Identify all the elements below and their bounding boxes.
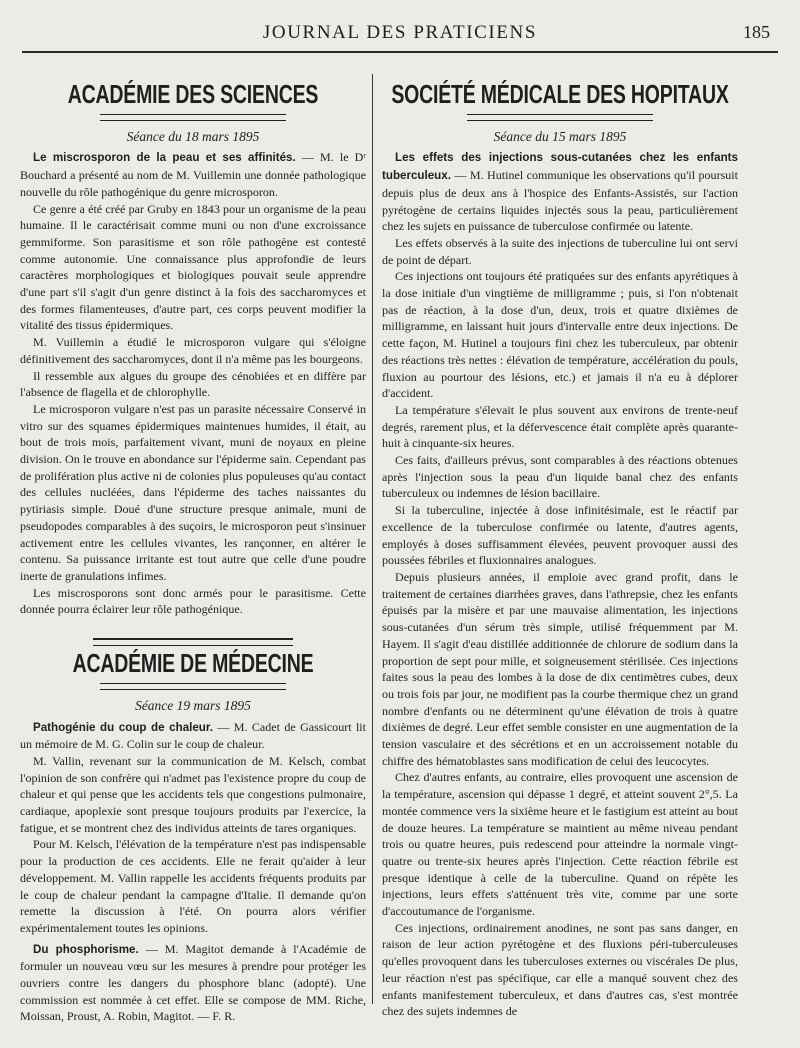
article-paragraph: Si la tuberculine, injectée à dose infinitésimale, est le réactif par excellence de la tuberculose confirmée ou latente, d'autres agents, employés à doses suffisamment élevées, peuvent provoquer aussi des poussées fébriles et fluxionnaires analogues. — [382, 503, 738, 568]
article-title: Du phosphorisme. — [33, 942, 139, 956]
seance-date: Séance du 15 mars 1895 — [493, 128, 627, 144]
seance-date: Séance du 18 mars 1895 — [126, 128, 260, 144]
article-paragraph: M. Vuillemin a étudié le microsporon vulgare qui s'éloigne définitivement des saccharomyces, dont il n'a même pas les bourgeons. — [20, 335, 366, 366]
article-paragraph: Du phosphorisme. — M. Magitot demande à l'Académie de formuler un nouveau vœu sur les mesures à prendre pour protéger les ouvriers contre les dangers du phosphore blanc (adopté). Une commission est nommée à cet effet. Elle se compose de MM. Riche, Moissan, Proust, A. Robin, Magitot. — F. R. — [20, 941, 366, 1024]
article-title: Le miscrosporon de la peau et ses affinités. — [33, 151, 296, 165]
article-paragraph: Le microsporon vulgare n'est pas un parasite nécessaire Conservé in vitro sur des squames épidermiques maintenues humides, il était, au bout de trois mois, parfaitement vivant, muni de noyaux en pleine division. On le trouve en abondance sur l'épiderme sain. Cependant pas de prolifération plus active ni de colonies plus populeuses qu'au contact des cellules nucléées, dans l'épiderme des taches naissantes du pytiriasis simple. Doué d'une structure presque animale, muni de pseudopodes comparables à des suçoirs, le microsporon peut s'insinuer activement entre les cellules vivantes, les rançonner, en altérer le contenu. Sa puissance irritante est tout autre que celle d'une poudre inerte de granulations infimes. — [20, 401, 366, 583]
article-paragraph: Chez d'autres enfants, au contraire, elles provoquent une ascension de la température, ascension qui dépasse 1 degré, et atteint souvent 2°,5. La montée commence vers la sixième heure et le fastigium est atteint au bout de douze heures. La température se maintient au même niveau pendant trois ou quatre heures, puis redescend pour atteindre la normale vingt-quatre ou trente-six heures après l'injection. Cette réaction fébrile est presque identique à celle de la tuberculine. Quand on répète les injections, leurs effets s'atténuent très vite, comme par une sorte d'accoutumance de l'organisme. — [382, 770, 738, 919]
left-column — [20, 66, 366, 1025]
article-paragraph: Depuis plusieurs années, il emploie avec grand profit, dans le traitement de certaines diarrhées graves, dans l'athrepsie, chez les enfants épuisés par la misère et par une mauvaise alimentation, les injections sous-cutanées d'un sérum très simple, utilisé fréquemment par M. Hayem. Il s'agit d'eau distillée additionnée de chlorure de sodium dans la proportion de sept pour mille, et soigneusement stérilisée. Ces injections faites sous la peau des lombes à la dose de dix centimètres cubes, deux ou trois fois par jour, ne modifient pas la courbe thermique chez un grand nombre d'enfants ou ne déterminent qu'une élévation de trois à quatre dixièmes de degré. Leur effet semble consister en une augmentation de la tension vasculaire et des sécrétions et en un accroissement notable du chiffre des hématoblastes sans modification de celui des leucocytes. — [382, 569, 738, 768]
article-paragraph: Ces injections ont toujours été pratiquées sur des enfants apyrétiques à la dose initiale d'un vingtième de milligramme ; puis, si l'on n'obtenait pas de réaction, à la dose d'un, deux, trois et quatre dixièmes de milligramme, en laissant huit jours d'intervalle entre deux injections. De cette façon, M. Hutinel a toujours fini chez les tuberculeux, par obtenir des réactions très nettes : élévation de température, accélération du pouls, fluxion au pourtour des lésions, etc.) et jamais il n'a eu à déplorer d'accident. — [382, 269, 738, 401]
article-paragraph: Pathogénie du coup de chaleur. — M. Cadet de Gassicourt lit un mémoire de M. G. Colin sur le coup de chaleur. — [20, 719, 366, 752]
article-title: Les effets des injections sous-cutanées chez les enfants tuberculeux. — [382, 151, 738, 183]
section-title-academie-sciences: ACADÉMIE DES SCIENCES — [67, 80, 319, 110]
article-paragraph: Pour M. Kelsch, l'élévation de la température n'est pas indispensable pour la production de ces accidents. Elle ne ferait qu'aider à leur développement. M. Vallin rappelle les accidents fréquents produits par le coup de chaleur pendant la campagne d'Italie. Il demande qu'on remette la discussion à l'été. On pourra alors vérifier expérimentalement toutes les opinions. — [20, 837, 366, 935]
article-paragraph: La température s'élevait le plus souvent aux environs de trente-neuf degrés, rarement plus, et la défervescence était complète après quarante-huit à cinquante-six heures. — [382, 402, 738, 451]
section-title-rule — [100, 683, 287, 690]
article-paragraph: Les effets observés à la suite des injections de tuberculine lui ont servi de point de départ. — [382, 235, 738, 267]
header-rule — [22, 51, 778, 53]
article-paragraph: Le miscrosporon de la peau et ses affinités. — M. le Dʳ Bouchard a présenté au nom de M. Vuillemin une donnée pathologique nouvelle du rôle pathogénique du genre microsporon. — [20, 150, 367, 199]
section-title-rule — [100, 114, 287, 121]
seance-date: Séance 19 mars 1895 — [135, 697, 251, 713]
article-paragraph: Ces injections, ordinairement anodines, ne sont pas sans danger, en raison de leur action pyrétogène et des fluxions péri-tuberculeuses qu'elles provoquent dans les tuberculoses externes ou viscérales De plus, leur réaction n'est pas spécifique, car elle a manqué souvent chez des enfants manifestement tuberculeux, et dans d'autres cas, s'est montrée chez des sujets indemnes de — [382, 920, 738, 1019]
article-paragraph: M. Vallin, revenant sur la communication de M. Kelsch, combat l'opinion de son confrère qui n'admet pas l'existence propre du coup de chaleur et qui pense que les accidents tels que congestions pulmonaire, cardiaque, apoplexie sont presque toujours produits par l'exercice, la fatigue, et se montrent chez des individus atteints de tares organiques. — [20, 753, 366, 835]
section-title-societe-medicale: SOCIÉTÉ MÉDICALE DES HOPITAUX — [391, 80, 729, 110]
page-header — [22, 16, 778, 56]
article-title: Pathogénie du coup de chaleur. — [33, 720, 213, 734]
section-title-academie-medecine: ACADÉMIE DE MÉDECINE — [72, 649, 314, 679]
journal-title: JOURNAL DES PRATICIENS — [262, 22, 538, 43]
article-paragraph: Les miscrosporons sont donc armés pour le parasitisme. Cette donnée pourra éclairer leur rôle pathogénique. — [20, 585, 366, 617]
section-title-rule — [467, 114, 652, 121]
article-paragraph: Il ressemble aux algues du groupe des cénobiées et en diffère par l'absence de flagella et de chlorophylle. — [20, 368, 366, 400]
article-paragraph: Ce genre a été créé par Gruby en 1843 pour un organisme de la peau humaine. Il le caractérisait comme muni ou non d'une excroissance gemmiforme. Son parasitisme et son rôle pathogène est contesté comme autonomie. Une connaissance plus approfondie de leurs caractères morphologiques et biologiques pouvait seule apprendre d'une part s'il s'agit d'un genre distinct à la fois des saccharomyces et des formes filamenteuses, d'autre part, ces corps peuvent modifier la vitalité des tissus épidermiques. — [20, 201, 366, 333]
column-divider — [372, 74, 373, 1004]
right-column — [382, 66, 738, 1020]
article-paragraph: Les effets des injections sous-cutanées chez les enfants tuberculeux. — M. Hutinel communique les observations qu'il poursuit depuis plus de deux ans à l'hospice des Enfants-Assistés, sur l'action pyrétogène de certains liquides injectés sous la peau, particulièrement chez les sujets en puissance de tuberculose confirmée ou latente. — [382, 151, 739, 234]
page-number: 185 — [743, 22, 770, 42]
article-paragraph: Ces faits, d'ailleurs prévus, sont comparables à des réactions obtenues après l'injection sous la peau d'un liquide banal chez des enfants tuberculeux ou indemnes de lésion bacillaire. — [382, 453, 738, 501]
section-separator — [93, 638, 294, 646]
